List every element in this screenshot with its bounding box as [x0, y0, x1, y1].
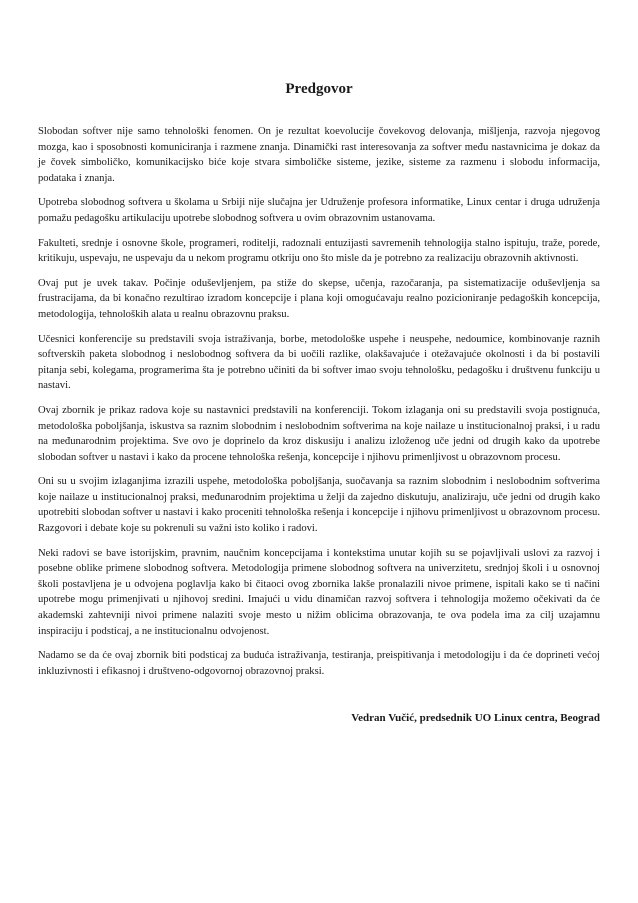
body-text — [38, 124, 600, 688]
document-page — [38, 0, 600, 903]
signature: Vedran Vučić, predsednik UO Linux centra, Beograd — [351, 712, 600, 724]
page-title: Predgovor — [285, 81, 353, 97]
paragraph: Oni su u svojim izlaganjima izrazili uspehe, metodološka poboljšanja, suočavanja sa raznim slobodnim i neslobodnim softverima koje nailaze u institucionalnoj praksi, međunarodnim projektima u želji da zajedno diskutuju, analiziraju, uče jedni od drugih kako upotrebiti slobodan softver u nastavi i kako proceniti tehnološka rešenja i koncepcije i njihovu primenljivost u obrazovnom procesu. Razgovori i debate koje su pokrenuli su važni isto koliko i radovi. — [38, 476, 600, 535]
paragraph: Ovaj zbornik je prikaz radova koje su nastavnici predstavili na konferenciji. Tokom izlaganja oni su predstavili svoja postignuća, metodološka poboljšanja, iskustva sa raznim slobodnim i neslobodnim softverima na koje nailaze u institucionalnoj praksi, i u radu na međunarodnim projektima. Sve ovo je doprinelo da kroz diskusiju i analizu izloženog uče jedni od drugih kako da upotrebe slobodan softver u nastavi i kako da procene tehnološka rešenja, koncepcije i njihovu primenljivost u obrazovnom procesu. — [38, 404, 600, 463]
paragraph: Fakulteti, srednje i osnovne škole, programeri, roditelji, radoznali entuzijasti savremenih tehnologija stalno ispituju, traže, porede, kritikuju, uspevaju, ne uspevaju da u nekom programu otkriju ono što misle da je potrebno za realizaciju obrazovnih aktivnosti. — [38, 237, 600, 265]
paragraph: Nadamo se da će ovaj zbornik biti podsticaj za buduća istraživanja, testiranja, preispitivanja i metodologiju i da će doprineti većoj inkluzivnosti i efikasnoj i društveno-odgovornoj obrazovnoj praksi. — [38, 650, 600, 677]
paragraph: Slobodan softver nije samo tehnološki fenomen. On je rezultat koevolucije čovekovog delovanja, mišljenja, razvoja njegovog mozga, kao i sposobnosti komuniciranja i razmene znanja. Dinamički rast interesovanja za softver među nastavnicima je dokaz da je čovek simboličko, komunikacijsko biće koje stvara simboličke sisteme, jezike, sisteme za razmenu i slobodu informacija, podataka i znanja. — [38, 126, 600, 184]
paragraph: Ovaj put je uvek takav. Počinje oduševljenjem, pa stiže do skepse, učenja, razočaranja, pa sistematizacije oduševljenja sa frustracijama, da bi konačno rezultirao izradom koncepcije i plana koji omogućavaju realno pozicioniranje pedagoških koncepcija, metodologija, tehnoloških alata u realnu obrazovnu praksu. — [38, 277, 600, 320]
paragraph: Učesnici konferencije su predstavili svoja istraživanja, borbe, metodološke uspehe i neuspehe, nedoumice, kombinovanje raznih softverskih paketa slobodnog i neslobodnog softvera da bi uočili razlike, olakšavajuće i otežavajuće okolnosti i da bi postavili pitanja sebi, kolegama, programerima šta je potrebno učiniti da bi softver imao svoju tehnološku, pedagošku i društvenu funkciju u nastavi. — [38, 333, 600, 392]
paragraph: Upotreba slobodnog softvera u školama u Srbiji nije slučajna jer Udruženje profesora informatike, Linux centar i druga udruženja pomažu pedagošku artikulaciju upotrebe slobodnog softvera u ovim obrazovnim ustanovama. — [38, 197, 600, 224]
paragraph: Neki radovi se bave istorijskim, pravnim, naučnim koncepcijama i kontekstima unutar kojih su se pojavljivali uslovi za razvoj i posebne oblike primene slobodnog softvera. Metodologija primene slobodnog softvera na univerzitetu, srednjoj školi i u osnovnoj školi postavljena je u odvojena poglavlja kako bi čitaoci ovog zbornika lakše pronalazili nivoe primene, ispitali kako se ti načini upotrebe mogu primenjivati u njihovoj sredini. Imajući u vidu dinamičan razvoj softvera i tehnologija možemo očekivati da će akademski zahtevniji nivoi primene nalaziti svoje mesto u nižim oblicima obrazovanja, te ova podela ima za cilj uzajamnu inspiraciju i podsticaj, a ne institucionalnu odvojenost. — [38, 547, 600, 637]
